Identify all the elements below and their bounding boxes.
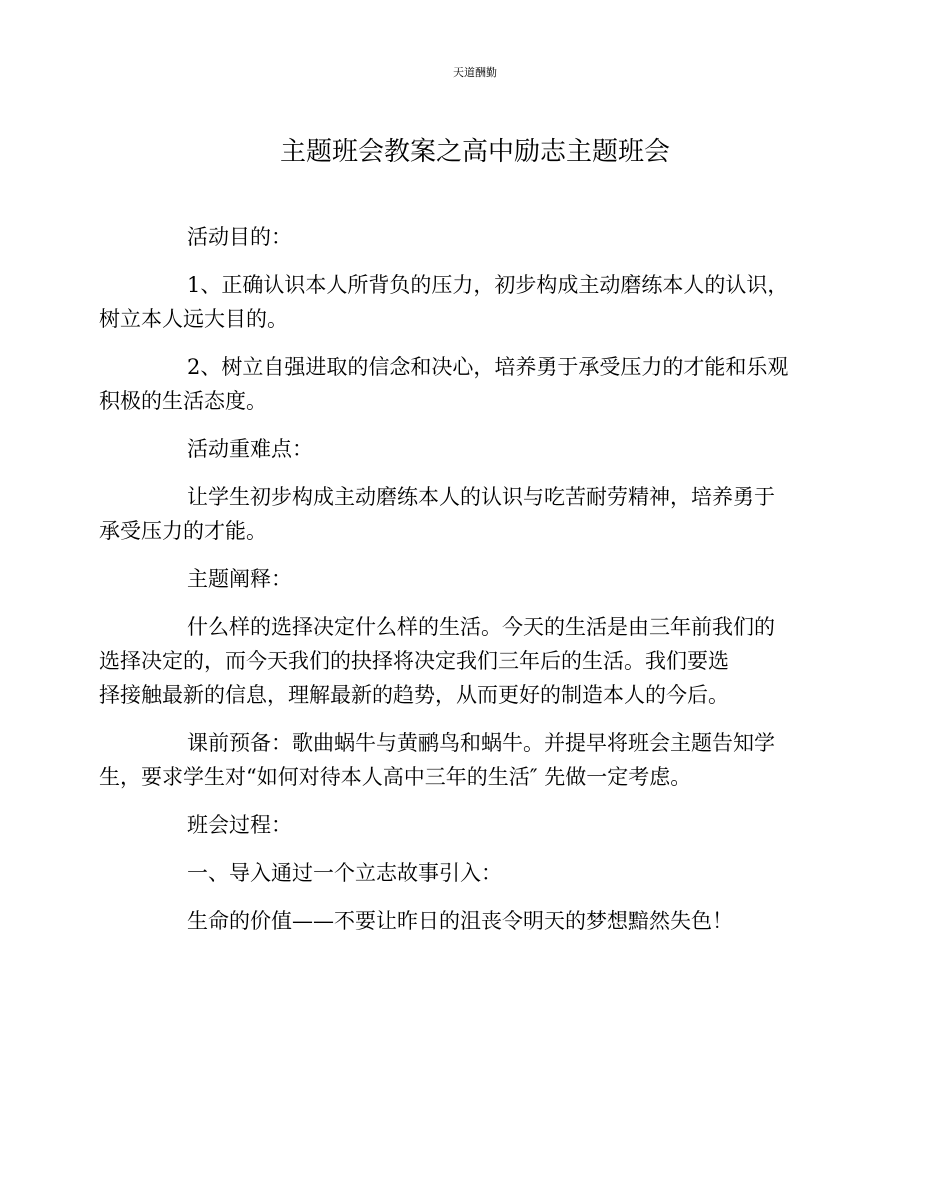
- text-line: 活动目的：: [187, 225, 292, 249]
- paragraph-preparation: [99, 726, 808, 794]
- text-line: 选择决定的，而今天我们的抉择将决定我们三年后的生活。我们要选: [99, 649, 729, 673]
- document-body: [99, 220, 808, 952]
- text-line: 主题阐释：: [187, 567, 292, 591]
- running-header: 天道酬勤: [453, 66, 497, 79]
- paragraph-activity-goal-heading: [143, 220, 808, 254]
- text-line: 班会过程：: [187, 813, 292, 837]
- text-line: 一、导入通过一个立志故事引入：: [187, 861, 502, 885]
- text-line: 积极的生活态度。: [99, 389, 267, 413]
- paragraph-goal-2: [99, 350, 808, 418]
- text-line: 承受压力的才能。: [99, 519, 267, 543]
- text-line: 1、正确认识本人所背负的压力，初步构成主动磨练本人的认识，: [187, 273, 789, 297]
- paragraph-key-points-heading: [143, 432, 808, 466]
- text-line: 择接触最新的信息，理解最新的趋势，从而更好的制造本人的今后。: [99, 683, 729, 707]
- paragraph-story-title: [143, 904, 808, 938]
- text-line: 课前预备：歌曲蜗牛与黄鹂鸟和蜗牛。并提早将班会主题告知学: [187, 731, 775, 755]
- text-line: 树立本人远大目的。: [99, 307, 288, 331]
- text-line: 什么样的选择决定什么样的生活。今天的生活是由三年前我们的: [187, 615, 775, 639]
- text-line: 2、树立自强进取的信念和决心，培养勇于承受压力的才能和乐观: [187, 355, 789, 379]
- text-line: 活动重难点：: [187, 437, 313, 461]
- text-line: 生，要求学生对“如何对待本人高中三年的生活″ 先做一定考虑。: [99, 765, 692, 789]
- paragraph-theme: [99, 610, 808, 712]
- paragraph-intro-step: [143, 856, 808, 890]
- text-line: 生命的价值——不要让昨日的沮丧令明天的梦想黯然失色！: [187, 909, 733, 933]
- paragraph-process-heading: [143, 808, 808, 842]
- paragraph-goal-1: [99, 268, 808, 336]
- document-title: 主题班会教案之高中励志主题班会: [279, 137, 670, 167]
- text-line: 让学生初步构成主动磨练本人的认识与吃苦耐劳精神，培养勇于: [187, 485, 775, 509]
- paragraph-theme-heading: [143, 562, 808, 596]
- paragraph-key-points: [99, 480, 808, 548]
